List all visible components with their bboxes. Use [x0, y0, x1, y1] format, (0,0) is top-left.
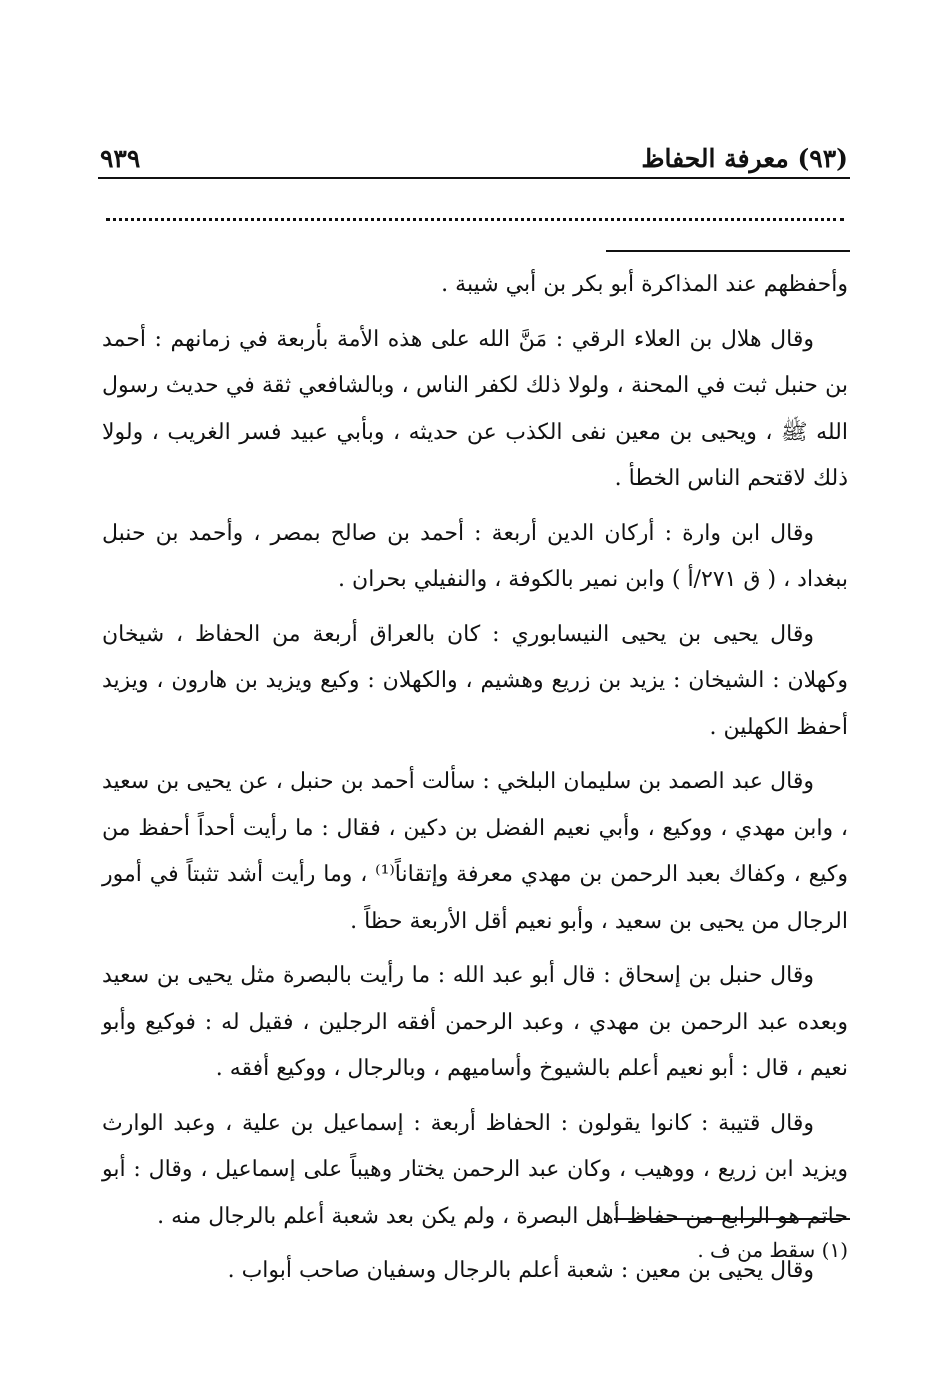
- main-text: [102, 262, 848, 1303]
- paragraph: وقال هلال بن العلاء الرقي : مَنَّ الله على هذه الأمة بأربعة في زمانهم : أحمد بن حنبل ثبت في المحنة ، ولولا ذلك لكفر الناس ، وبالشافعي ثقة في حديث رسول الله ﷺ ، ويحيى بن معين نفى الكذب عن حديثه ، وبأبي عبيد فسر الغريب ، ولولا ذلك لاقتحم الناس الخطأ .: [102, 326, 848, 491]
- footnote: (١) سقط من ف .: [697, 1238, 848, 1262]
- continuation-rule: [606, 250, 850, 252]
- paragraph: وأحفظهم عند المذاكرة أبو بكر بن أبي شيبة .: [441, 272, 848, 297]
- paragraph: وقال عبد الصمد بن سليمان البلخي : سألت أحمد بن حنبل ، عن يحيى بن سعيد ، وابن مهدي ، ووكيع ، وأبي نعيم الفضل بن دكين ، فقال : ما رأيت أحداً أحفظ من وكيع ، وكفاك بعبد الرحمن بن مهدي معرفة وإتقاناً⁽¹⁾ ، وما رأيت أشد تثبتاً في أمور الرجال من يحيى بن سعيد ، وأبو نعيم أقل الأربعة حظاً .: [102, 769, 849, 934]
- paragraph: وقال قتيبة : كانوا يقولون : الحفاظ أربعة : إسماعيل بن علية ، وعبد الوارث ويزيد ابن زريع ، ووهيب ، وكان عبد الرحمن يختار وهيباً على إسماعيل ، وقال : أبو حاتم هو الرابع من حفاظ أهل البصرة ، ولم يكن بعد شعبة أعلم بالرجال منه .: [102, 1110, 848, 1229]
- footnote-rule: [614, 1218, 850, 1220]
- paragraph: وقال يحيى بن يحيى النيسابوري : كان بالعراق أربعة من الحفاظ ، شيخان وكهلان : الشيخان : يزيد بن زريع وهشيم ، والكهلان : وكيع ويزيد بن هارون ، ويزيد أحفظ الكهلين .: [102, 621, 848, 740]
- chapter-title: (٩٣) معرفة الحفاظ: [641, 144, 848, 173]
- header-rule: [98, 177, 850, 179]
- paragraph: وقال يحيى بن معين : شعبة أعلم بالرجال وسفيان صاحب أبواب .: [227, 1258, 814, 1283]
- dotted-separator: [106, 218, 844, 221]
- paragraph: وقال حنبل بن إسحاق : قال أبو عبد الله : ما رأيت بالبصرة مثل يحيى بن سعيد وبعده عبد الرحمن بن مهدي ، وعبد الرحمن أفقه الرجلين ، فقيل له : فوكيع وأبو نعيم ، قال : أبو نعيم أعلم بالشيوخ وأساميهم ، وبالرجال ، ووكيع أفقه .: [102, 963, 848, 1081]
- page-header: [100, 138, 848, 178]
- paragraph: وقال ابن وارة : أركان الدين أربعة : أحمد بن صالح بمصر ، وأحمد بن حنبل ببغداد ، ( ق ٢٧١/أ ) وابن نمير بالكوفة ، والنفيلي بحران .: [102, 520, 848, 592]
- page-number: ٩٣٩: [100, 144, 141, 173]
